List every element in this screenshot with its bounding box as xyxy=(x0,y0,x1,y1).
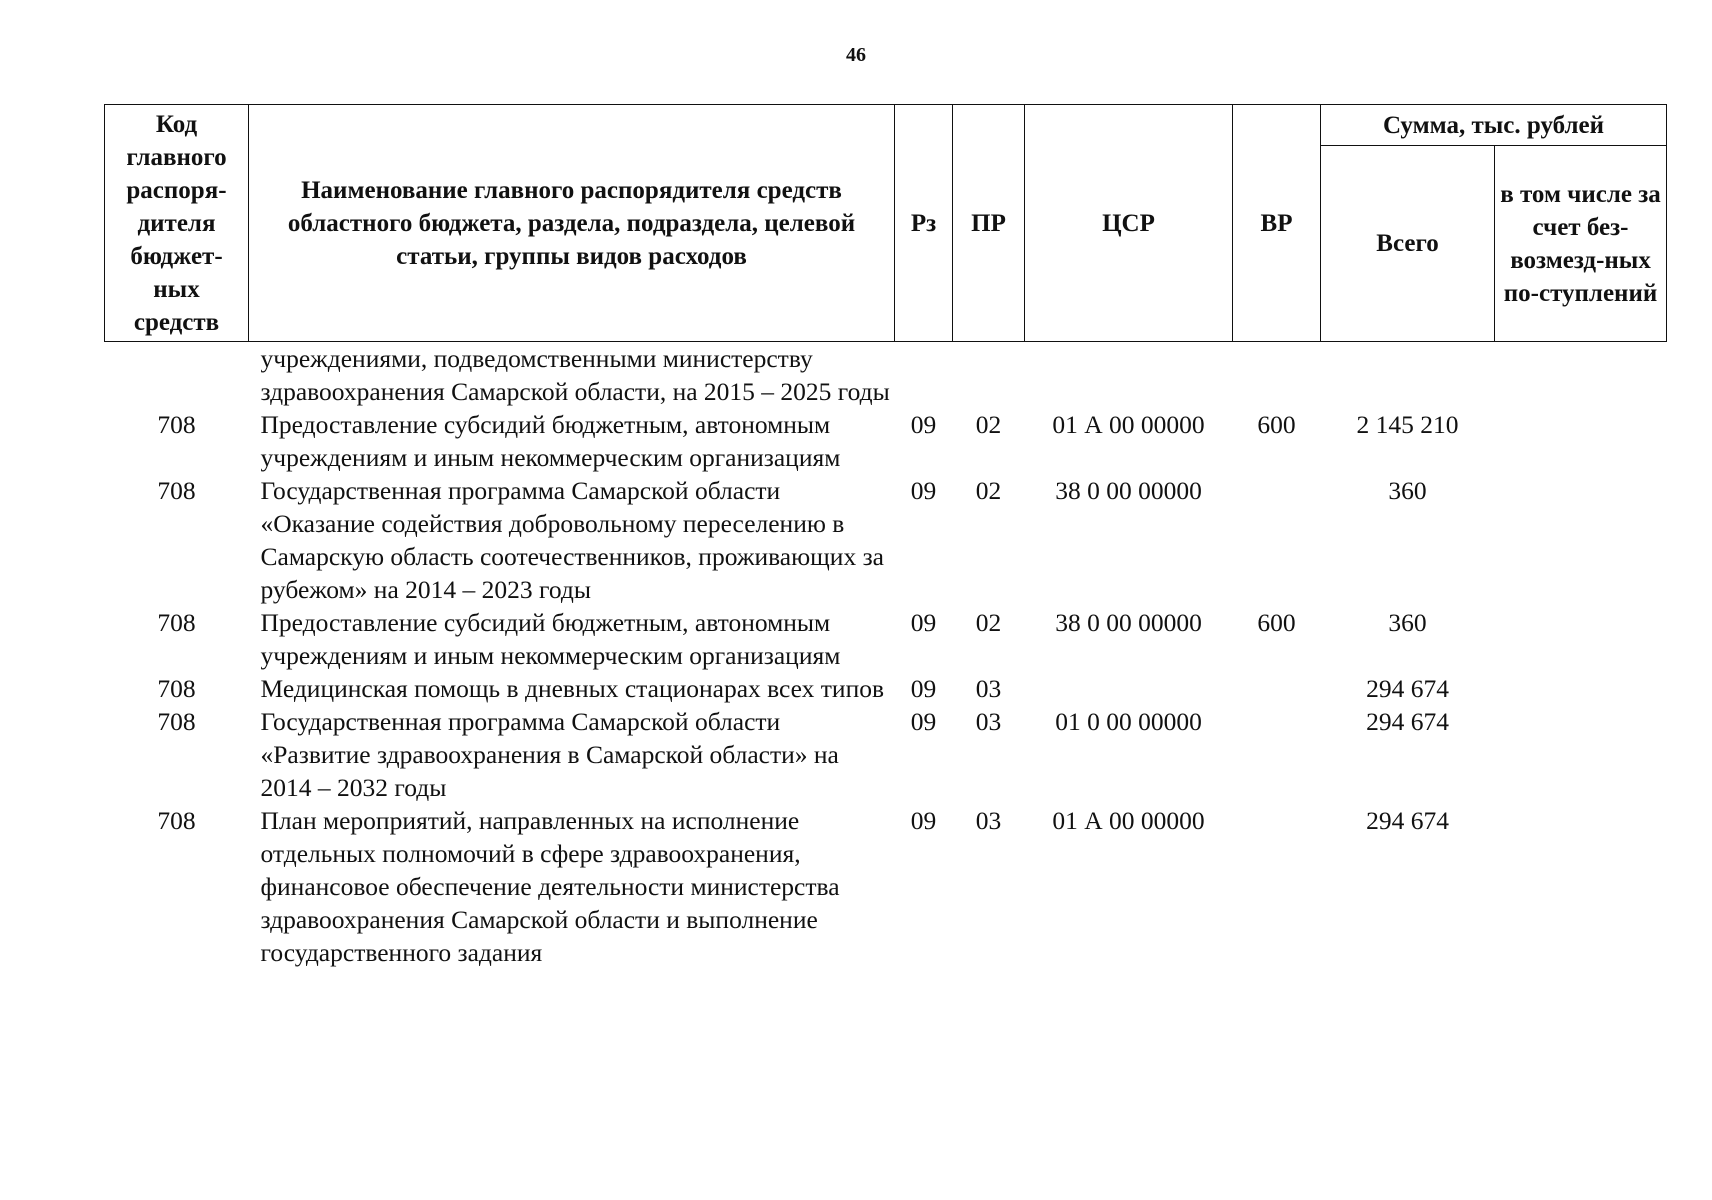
table-row xyxy=(105,804,1667,969)
cell-rz: 09 xyxy=(910,806,937,835)
cell-free xyxy=(1495,804,1667,969)
cell-vr xyxy=(1233,705,1321,804)
cell-total xyxy=(1321,342,1495,409)
cell-code: 708 xyxy=(157,806,196,835)
cell-csr xyxy=(1025,672,1233,705)
cell-vr xyxy=(1233,804,1321,969)
cell-rz: 09 xyxy=(910,674,937,703)
header-csr: ЦСР xyxy=(1025,105,1233,342)
cell-free xyxy=(1495,672,1667,705)
table-row xyxy=(105,705,1667,804)
table-row xyxy=(105,672,1667,705)
cell-code xyxy=(105,342,249,409)
cell-free xyxy=(1495,705,1667,804)
table-row xyxy=(105,408,1667,474)
cell-code: 708 xyxy=(157,476,196,505)
header-sum-group: Сумма, тыс. рублей xyxy=(1321,105,1667,146)
cell-pr: 03 xyxy=(975,674,1002,703)
cell-rz: 09 xyxy=(910,476,937,505)
cell-name: учреждениями, подведомственными министерству здравоохранения Самарской области, на 2015 – 2025 годы xyxy=(260,344,890,406)
cell-code: 708 xyxy=(157,608,196,637)
cell-free xyxy=(1495,342,1667,409)
table-row xyxy=(105,606,1667,672)
cell-total: 360 xyxy=(1388,608,1427,637)
table-row xyxy=(105,342,1667,409)
header-total: Всего xyxy=(1321,146,1495,342)
cell-free xyxy=(1495,408,1667,474)
cell-pr: 03 xyxy=(975,806,1002,835)
cell-rz: 09 xyxy=(910,707,937,736)
cell-vr xyxy=(1233,474,1321,606)
cell-name: План мероприятий, направленных на исполнение отдельных полномочий в сфере здравоохранения, финансовое обеспечение деятельности министерства здравоохранения Самарской области и выполнение государственного задания xyxy=(260,806,840,967)
cell-pr: 02 xyxy=(975,476,1002,505)
cell-free xyxy=(1495,474,1667,606)
cell-total: 294 674 xyxy=(1366,806,1449,835)
cell-pr xyxy=(953,342,1025,409)
cell-vr: 600 xyxy=(1257,608,1296,637)
cell-code: 708 xyxy=(157,674,196,703)
header-vr: ВР xyxy=(1233,105,1321,342)
cell-name: Государственная программа Самарской области «Оказание содействия добровольному переселению в Самарскую область соотечественников, проживающих за рубежом» на 2014 – 2023 годы xyxy=(260,476,884,604)
cell-pr: 02 xyxy=(975,410,1002,439)
cell-pr: 02 xyxy=(975,608,1002,637)
cell-vr xyxy=(1233,672,1321,705)
header-pr: ПР xyxy=(953,105,1025,342)
cell-name: Медицинская помощь в дневных стационарах всех типов xyxy=(260,674,885,703)
cell-code: 708 xyxy=(157,707,196,736)
cell-name: Предоставление субсидий бюджетным, автономным учреждениям и иным некоммерческим организациям xyxy=(260,608,841,670)
cell-csr xyxy=(1025,342,1233,409)
cell-csr: 38 0 00 00000 xyxy=(1055,608,1202,637)
cell-pr: 03 xyxy=(975,707,1002,736)
cell-rz: 09 xyxy=(910,410,937,439)
cell-total: 360 xyxy=(1388,476,1427,505)
cell-name: Предоставление субсидий бюджетным, автономным учреждениям и иным некоммерческим организациям xyxy=(260,410,841,472)
header-code: Код главного распоря-дителя бюджет-ных средств xyxy=(105,105,249,342)
cell-rz: 09 xyxy=(910,608,937,637)
cell-total: 294 674 xyxy=(1366,707,1449,736)
cell-vr: 600 xyxy=(1257,410,1296,439)
table-body xyxy=(105,342,1667,970)
header-rz: Рз xyxy=(895,105,953,342)
cell-code: 708 xyxy=(157,410,196,439)
header-name: Наименование главного распорядителя средств областного бюджета, раздела, подраздела, целевой статьи, группы видов расходов xyxy=(249,105,895,342)
cell-csr: 38 0 00 00000 xyxy=(1055,476,1202,505)
cell-csr: 01 А 00 00000 xyxy=(1052,806,1205,835)
budget-table xyxy=(104,104,1667,969)
cell-free xyxy=(1495,606,1667,672)
cell-total: 2 145 210 xyxy=(1356,410,1459,439)
table-row xyxy=(105,474,1667,606)
cell-csr: 01 А 00 00000 xyxy=(1052,410,1205,439)
table-header xyxy=(105,105,1667,342)
cell-vr xyxy=(1233,342,1321,409)
cell-name: Государственная программа Самарской области «Развитие здравоохранения в Самарской области» на 2014 – 2032 годы xyxy=(260,707,839,802)
cell-csr: 01 0 00 00000 xyxy=(1055,707,1202,736)
page-number: 46 xyxy=(846,44,866,66)
cell-total: 294 674 xyxy=(1366,674,1449,703)
cell-rz xyxy=(895,342,953,409)
header-free: в том числе за счет без-возмезд-ных по-ступлений xyxy=(1495,146,1667,342)
